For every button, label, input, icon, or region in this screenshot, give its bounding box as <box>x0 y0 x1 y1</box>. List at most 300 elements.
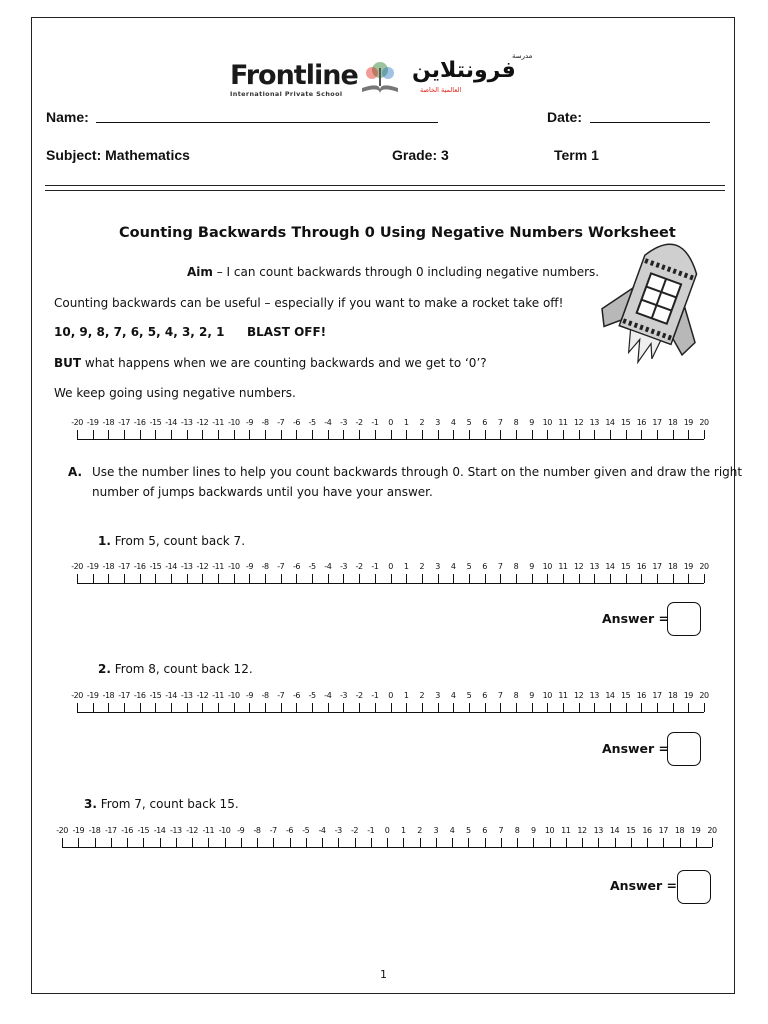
number-line-tick <box>673 430 674 439</box>
number-line-label: 8 <box>514 826 520 835</box>
question-3 <box>84 797 239 811</box>
number-line-label: -20 <box>56 826 68 835</box>
countdown-text: 10, 9, 8, 7, 6, 5, 4, 3, 2, 1 <box>54 325 225 339</box>
section-a-letter: A. <box>68 465 83 479</box>
number-line-tick <box>436 838 437 847</box>
number-line-label: 8 <box>513 562 519 571</box>
number-line-label: 10 <box>542 562 552 571</box>
aim-label: Aim <box>187 265 213 279</box>
number-line-label: 12 <box>574 691 584 700</box>
number-line-label: -19 <box>86 562 99 571</box>
number-line-tick <box>657 574 658 583</box>
number-line-label: 8 <box>513 418 519 427</box>
number-line-tick <box>598 838 599 847</box>
number-line-label: -9 <box>245 691 253 700</box>
number-line-tick <box>249 430 250 439</box>
number-line-label: -9 <box>237 826 245 835</box>
number-line-label: -3 <box>334 826 342 835</box>
number-line-label: 0 <box>388 418 393 427</box>
aim-text <box>187 265 599 279</box>
number-line-tick <box>202 574 203 583</box>
number-line-tick <box>249 574 250 583</box>
number-line-label: -1 <box>371 418 379 427</box>
answer-box-q3[interactable] <box>677 870 711 904</box>
number-line-tick <box>641 574 642 583</box>
number-line-tick <box>610 430 611 439</box>
number-line-label: -17 <box>104 826 117 835</box>
number-line-label: 14 <box>605 562 615 571</box>
but-body: what happens when we are counting backwards and we get to ‘0’? <box>81 356 487 370</box>
number-line-tick <box>338 838 339 847</box>
number-line-label: -15 <box>149 418 162 427</box>
number-line-label: 4 <box>450 691 456 700</box>
number-line-label: -19 <box>72 826 85 835</box>
number-line-tick <box>696 838 697 847</box>
number-line-tick <box>563 430 564 439</box>
number-line-tick <box>281 574 282 583</box>
number-line-tick <box>547 574 548 583</box>
number-line-label: 13 <box>589 562 599 571</box>
number-line-label: -16 <box>133 691 146 700</box>
number-line-label: -5 <box>308 418 316 427</box>
number-line-tick <box>712 838 713 847</box>
number-line-label: -1 <box>367 826 375 835</box>
number-line-label: -11 <box>212 562 224 571</box>
number-line-tick <box>594 430 595 439</box>
number-line-tick <box>140 430 141 439</box>
number-line-tick <box>371 838 372 847</box>
number-line-label: -7 <box>269 826 277 835</box>
number-line-label: -2 <box>355 418 363 427</box>
number-line-label: 7 <box>497 562 503 571</box>
number-line-tick <box>500 574 501 583</box>
number-line-label: 0 <box>388 691 393 700</box>
number-line-tick <box>62 838 63 847</box>
number-line-label: 19 <box>683 691 693 700</box>
number-line-tick <box>579 703 580 712</box>
number-line-tick <box>281 430 282 439</box>
number-line-tick <box>111 838 112 847</box>
number-line-label: 20 <box>699 691 709 700</box>
number-line-label: -7 <box>277 691 285 700</box>
number-line-label: 9 <box>529 691 534 700</box>
number-line-label: -16 <box>121 826 133 835</box>
header-divider-bottom <box>45 190 725 191</box>
number-line-label: 20 <box>699 418 709 427</box>
number-line-tick <box>140 574 141 583</box>
number-line-tick <box>93 430 94 439</box>
number-line-tick <box>77 703 78 712</box>
number-line-label: 20 <box>699 562 709 571</box>
number-line-label: -1 <box>371 562 379 571</box>
number-line-tick <box>296 703 297 712</box>
logo-english: Frontline <box>230 60 358 91</box>
number-line-label: -13 <box>180 562 193 571</box>
number-line-label: -12 <box>196 418 209 427</box>
logo-arabic-subtitle: العالمية الخاصة <box>420 86 462 94</box>
number-line-tick <box>359 574 360 583</box>
number-line-tick <box>355 838 356 847</box>
number-line-label: 0 <box>388 562 393 571</box>
number-line-tick <box>391 574 392 583</box>
number-line-tick <box>485 574 486 583</box>
rocket-icon <box>588 226 718 386</box>
number-line-tick <box>438 430 439 439</box>
number-line-tick <box>563 574 564 583</box>
number-line-label: -12 <box>186 826 198 835</box>
number-line-label: 16 <box>642 826 652 835</box>
number-line-tick <box>265 574 266 583</box>
number-line-label: -4 <box>324 691 332 700</box>
number-line-label: 1 <box>403 562 409 571</box>
number-line-tick <box>290 838 291 847</box>
number-line-tick <box>225 838 226 847</box>
number-line-tick <box>234 574 235 583</box>
number-line-tick <box>306 838 307 847</box>
number-line-tick <box>391 703 392 712</box>
answer-box-q1[interactable] <box>667 602 701 636</box>
number-line-tick <box>657 430 658 439</box>
number-line-label: -3 <box>339 562 347 571</box>
number-line-tick <box>273 838 274 847</box>
number-line-tick <box>171 430 172 439</box>
number-line-tick <box>218 703 219 712</box>
number-line-tick <box>343 430 344 439</box>
number-line-tick <box>641 430 642 439</box>
number-line-tick <box>265 703 266 712</box>
number-line-label: -13 <box>180 418 193 427</box>
header-divider-top <box>45 185 725 186</box>
number-line-label: -20 <box>71 418 83 427</box>
number-line-tick <box>550 838 551 847</box>
number-line-tick <box>422 574 423 583</box>
number-line-tick <box>704 574 705 583</box>
number-line-tick <box>453 430 454 439</box>
number-line-label: 2 <box>417 826 422 835</box>
number-line-label: -6 <box>292 562 300 571</box>
number-line-tick <box>140 703 141 712</box>
number-line-tick <box>93 574 94 583</box>
number-line-tick <box>438 574 439 583</box>
number-line-label: -5 <box>308 562 316 571</box>
number-line-tick <box>516 703 517 712</box>
answer-box-q2[interactable] <box>667 732 701 766</box>
aim-body: – I can count backwards through 0 including negative numbers. <box>212 265 600 279</box>
number-line-tick <box>641 703 642 712</box>
number-line-tick <box>657 703 658 712</box>
number-line-label: -12 <box>196 691 209 700</box>
number-line-label: 18 <box>674 826 685 835</box>
number-line-label: 14 <box>605 418 615 427</box>
number-line-label: -5 <box>302 826 310 835</box>
number-line-label: -14 <box>165 418 177 427</box>
number-line-label: -16 <box>133 418 146 427</box>
number-line-tick <box>281 703 282 712</box>
number-line-label: -7 <box>277 562 285 571</box>
number-line-tick <box>218 574 219 583</box>
number-line-tick <box>615 838 616 847</box>
number-line-label: 13 <box>589 418 599 427</box>
number-line-tick <box>420 838 421 847</box>
section-a-instruction-2: number of jumps backwards until you have your answer. <box>92 485 433 499</box>
number-line-axis <box>77 583 704 584</box>
answer-label-q2: Answer = <box>602 741 670 756</box>
number-line-tick <box>485 838 486 847</box>
number-line-tick <box>249 703 250 712</box>
number-line-tick <box>143 838 144 847</box>
number-line-tick <box>375 430 376 439</box>
worksheet-title: Counting Backwards Through 0 Using Negative Numbers Worksheet <box>119 225 676 241</box>
number-line-tick <box>500 430 501 439</box>
number-line-label: 10 <box>542 418 552 427</box>
number-line-tick <box>517 838 518 847</box>
number-line-tick <box>532 703 533 712</box>
number-line-label: 15 <box>626 826 636 835</box>
number-line-tick <box>610 703 611 712</box>
number-line-label: -17 <box>118 562 130 571</box>
number-line-label: -8 <box>261 418 269 427</box>
question-1 <box>98 534 245 548</box>
number-line-label: 12 <box>577 826 587 835</box>
number-line-label: 17 <box>652 691 662 700</box>
school-logo <box>230 52 550 102</box>
number-line-tick <box>343 703 344 712</box>
number-line-label: -2 <box>355 562 363 571</box>
tree-book-icon <box>358 58 402 98</box>
answer-label-q1: Answer = <box>602 611 670 626</box>
number-line-label: 2 <box>419 418 425 427</box>
number-line-tick <box>704 430 705 439</box>
number-line-tick <box>187 574 188 583</box>
number-line-label: -20 <box>71 691 83 700</box>
number-line-label: -15 <box>149 562 162 571</box>
keep-going-text: We keep going using negative numbers. <box>54 386 296 400</box>
number-line-label: -6 <box>292 691 300 700</box>
number-line-tick <box>453 703 454 712</box>
number-line-tick <box>673 574 674 583</box>
logo-arabic: فرونتلاين <box>412 58 516 83</box>
question-2 <box>98 662 253 676</box>
number-line-tick <box>108 703 109 712</box>
number-line-label: 16 <box>636 418 646 427</box>
number-line-label: 1 <box>403 691 409 700</box>
number-line-label: 6 <box>482 691 487 700</box>
number-line-label: -2 <box>355 691 363 700</box>
subject-label: Subject: Mathematics <box>46 147 190 163</box>
question-3-text: From 7, count back 15. <box>100 797 239 811</box>
number-line-label: 14 <box>605 691 615 700</box>
number-line-tick <box>422 430 423 439</box>
number-line-label: 3 <box>433 826 439 835</box>
number-line-tick <box>566 838 567 847</box>
number-line-tick <box>387 838 388 847</box>
number-line-tick <box>124 430 125 439</box>
number-line-label: 9 <box>529 418 534 427</box>
number-line-tick <box>391 430 392 439</box>
number-line-tick <box>108 430 109 439</box>
number-line-tick <box>469 574 470 583</box>
question-3-number: 3. <box>84 797 97 811</box>
number-line-tick <box>579 430 580 439</box>
number-line-label: -13 <box>169 826 182 835</box>
number-line-label: -14 <box>153 826 166 835</box>
number-line-tick <box>187 703 188 712</box>
number-line-label: -3 <box>339 691 347 700</box>
number-line-label: -14 <box>165 691 177 700</box>
number-line-label: -17 <box>118 418 130 427</box>
number-line-label: -1 <box>371 691 379 700</box>
section-a-instruction-1: Use the number lines to help you count backwards through 0. Start on the number given and draw the right <box>92 465 743 479</box>
number-line-label: 7 <box>497 691 503 700</box>
number-line-label: -10 <box>227 691 240 700</box>
number-line-label: -18 <box>102 691 115 700</box>
number-line-label: 3 <box>435 562 440 571</box>
blast-off-text: BLAST OFF! <box>247 325 327 339</box>
number-line-label: -19 <box>86 691 99 700</box>
number-line-tick <box>579 574 580 583</box>
number-line-axis <box>62 847 712 848</box>
number-line-label: -10 <box>218 826 231 835</box>
number-line-tick <box>516 574 517 583</box>
number-line-tick <box>453 574 454 583</box>
number-line-tick <box>265 430 266 439</box>
number-line-label: 13 <box>593 826 603 835</box>
but-text <box>54 356 487 370</box>
number-line-label: -9 <box>245 418 253 427</box>
number-line-label: 5 <box>465 826 471 835</box>
number-line-tick <box>673 703 674 712</box>
number-line-label: 12 <box>574 418 584 427</box>
number-line-tick <box>547 430 548 439</box>
number-line-tick <box>171 703 172 712</box>
number-line-label: 18 <box>668 418 678 427</box>
number-line-tick <box>296 574 297 583</box>
number-line-label: -18 <box>102 418 115 427</box>
number-line-tick <box>422 703 423 712</box>
question-2-text: From 8, count back 12. <box>114 662 253 676</box>
number-line-tick <box>452 838 453 847</box>
number-line-label: 18 <box>668 562 678 571</box>
number-line-label: 17 <box>652 562 662 571</box>
number-line-tick <box>563 703 564 712</box>
number-line-label: -12 <box>196 562 209 571</box>
number-line-tick <box>359 430 360 439</box>
grade-label: Grade: 3 <box>392 147 449 163</box>
number-line-label: -11 <box>202 826 215 835</box>
number-line-tick <box>202 430 203 439</box>
number-line-label: 13 <box>589 691 599 700</box>
question-2-number: 2. <box>98 662 111 676</box>
number-line-label: -13 <box>180 691 193 700</box>
number-line-label: -17 <box>118 691 130 700</box>
number-line-label: 19 <box>691 826 701 835</box>
number-line-label: 19 <box>683 418 693 427</box>
number-line-tick <box>124 703 125 712</box>
number-line-label: 15 <box>621 418 631 427</box>
term-label: Term 1 <box>554 147 599 163</box>
number-line-label: 11 <box>561 826 571 835</box>
number-line-tick <box>192 838 193 847</box>
number-line-tick <box>594 703 595 712</box>
number-line-tick <box>610 574 611 583</box>
number-line-tick <box>469 703 470 712</box>
number-line-tick <box>77 574 78 583</box>
date-input-line[interactable] <box>590 122 710 123</box>
number-line-label: -10 <box>227 418 240 427</box>
number-line-label: 7 <box>497 418 503 427</box>
number-line-label: -15 <box>149 691 162 700</box>
number-line-tick <box>108 574 109 583</box>
number-line-label: 15 <box>621 562 631 571</box>
number-line-label: 7 <box>498 826 504 835</box>
number-line-label: -14 <box>165 562 177 571</box>
number-line-label: -20 <box>71 562 83 571</box>
number-line-tick <box>127 838 128 847</box>
number-line-label: 16 <box>636 691 646 700</box>
number-line-label: 18 <box>668 691 678 700</box>
number-line-tick <box>468 838 469 847</box>
number-line-label: -6 <box>286 826 293 835</box>
number-line-label: 6 <box>482 418 487 427</box>
number-line-label: 9 <box>529 562 534 571</box>
number-line-label: -11 <box>212 418 224 427</box>
page-number: 1 <box>380 968 387 981</box>
number-line-label: 10 <box>542 691 552 700</box>
number-line-tick <box>375 703 376 712</box>
number-line-tick <box>155 574 156 583</box>
number-line-tick <box>208 838 209 847</box>
number-line-label: 17 <box>652 418 662 427</box>
number-line-tick <box>202 703 203 712</box>
question-1-text: From 5, count back 7. <box>114 534 246 548</box>
number-line-tick <box>78 838 79 847</box>
number-line-label: 20 <box>707 826 717 835</box>
name-input-line[interactable] <box>96 122 438 123</box>
logo-english-subtitle: International Private School <box>230 90 343 98</box>
number-line-label: -4 <box>324 418 332 427</box>
number-line-label: -6 <box>292 418 300 427</box>
number-line-label: 8 <box>513 691 519 700</box>
number-line-tick <box>375 574 376 583</box>
number-line-tick <box>234 703 235 712</box>
number-line-tick <box>343 574 344 583</box>
number-line-label: -18 <box>102 562 115 571</box>
number-line-tick <box>688 574 689 583</box>
number-line-label: 2 <box>419 691 425 700</box>
number-line-tick <box>95 838 96 847</box>
number-line-tick <box>322 838 323 847</box>
number-line-tick <box>296 430 297 439</box>
number-line-tick <box>241 838 242 847</box>
number-line-tick <box>516 430 517 439</box>
number-line-tick <box>500 703 501 712</box>
number-line-label: -16 <box>133 562 146 571</box>
number-line-label: 9 <box>530 826 536 835</box>
number-line-tick <box>680 838 681 847</box>
number-line-tick <box>688 703 689 712</box>
number-line-tick <box>328 430 329 439</box>
number-line-label: -10 <box>227 562 240 571</box>
number-line-label: -4 <box>324 562 332 571</box>
number-line-label: 3 <box>435 691 440 700</box>
number-line-label: 4 <box>450 562 456 571</box>
number-line-label: -8 <box>261 691 269 700</box>
number-line-tick <box>312 430 313 439</box>
number-line-label: 16 <box>636 562 646 571</box>
number-line-label: 1 <box>403 418 409 427</box>
number-line-label: 5 <box>466 418 472 427</box>
number-line-label: 4 <box>450 418 456 427</box>
